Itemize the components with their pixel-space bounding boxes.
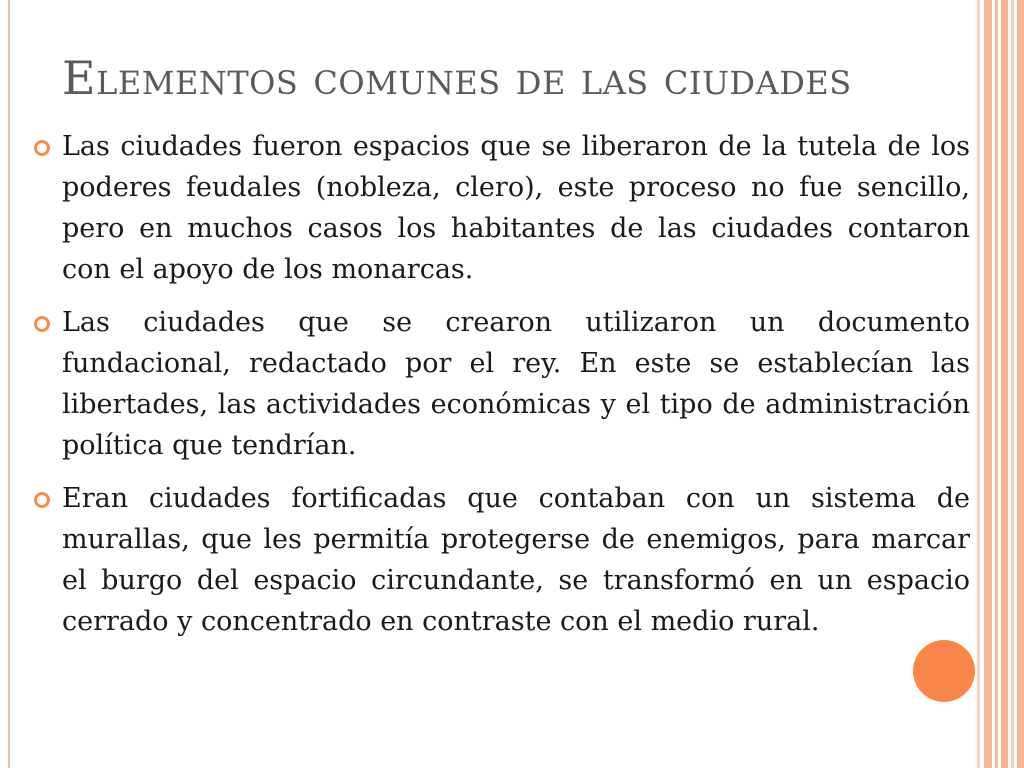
slide-title: Elementos comunes de las ciudades (62, 51, 852, 105)
decorative-circle (913, 640, 975, 702)
bullet-item (30, 126, 970, 290)
right-decorative-stripe (977, 0, 980, 768)
ring-bullet-icon (34, 140, 50, 156)
bullet-item (30, 302, 970, 466)
left-decorative-rule (8, 0, 10, 768)
bullet-item (30, 478, 970, 642)
bullet-text: Eran ciudades fortificadas que contaban con un sistema de murallas, que les permitía protegerse de enemigos, para marcar el burgo del espacio circundante, se transformó en un espacio cerrado y concentrado en contraste con el medio rural. (62, 483, 970, 637)
right-decorative-stripe (1017, 0, 1024, 768)
bullet-text: Las ciudades fueron espacios que se liberaron de la tutela de los poderes feudales (nobleza, clero), este proceso no fue sencillo, pero en muchos casos los habitantes de las ciudades contaron con el apoyo de los monarcas. (62, 131, 970, 285)
right-decorative-stripe (1011, 0, 1014, 768)
ring-bullet-icon (34, 492, 50, 508)
bullet-text: Las ciudades que se crearon utilizaron un documento fundacional, redactado por el rey. En este se establecían las libertades, las actividades económicas y el tipo de administración política que tendrían. (62, 307, 970, 461)
right-decorative-stripe (984, 0, 992, 768)
right-decorative-stripe (995, 0, 998, 768)
ring-bullet-icon (34, 316, 50, 332)
bullet-list (30, 126, 970, 654)
right-decorative-stripe (1001, 0, 1008, 768)
